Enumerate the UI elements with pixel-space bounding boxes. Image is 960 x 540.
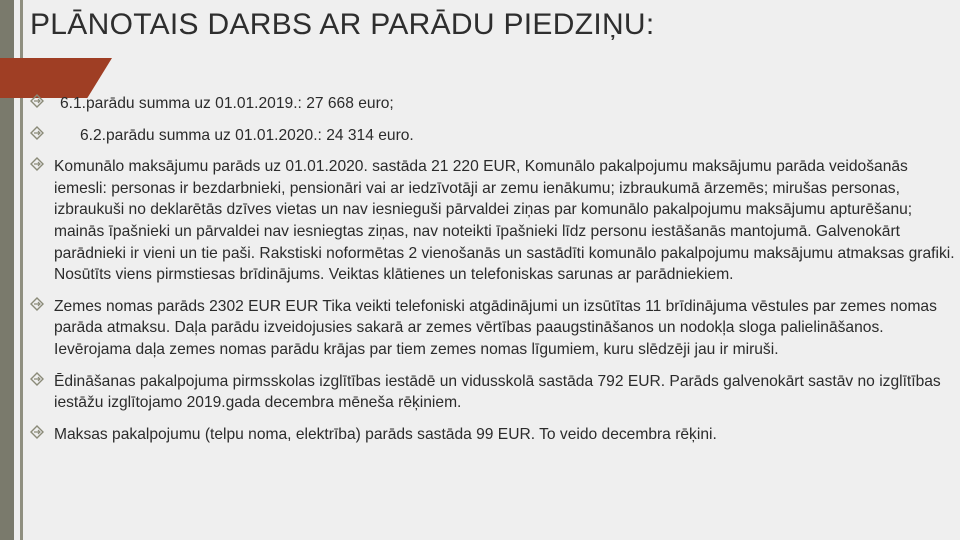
list-item xyxy=(30,125,958,147)
title-accent-shape xyxy=(0,58,112,98)
list-item-text: 6.2.parādu summa uz 01.01.2020.: 24 314 euro. xyxy=(80,126,414,144)
list-item xyxy=(30,93,958,115)
diamond-arrow-icon xyxy=(30,94,44,108)
diamond-arrow-icon xyxy=(30,425,44,439)
diamond-arrow-icon xyxy=(30,157,44,171)
list-item xyxy=(30,371,958,414)
list-item-text: Maksas pakalpojumu (telpu noma, elektrība) parāds sastāda 99 EUR. To veido decembra rēķini. xyxy=(54,425,717,443)
slide-title: PLĀNOTAIS DARBS AR PARĀDU PIEDZIŅU: xyxy=(30,8,655,41)
diamond-arrow-icon xyxy=(30,372,44,386)
list-item xyxy=(30,424,958,446)
list-item-text: 6.1.parādu summa uz 01.01.2019.: 27 668 euro; xyxy=(60,95,394,112)
list-item-text: Komunālo maksājumu parāds uz 01.01.2020. sastāda 21 220 EUR, Komunālo pakalpojumu maksājumu parāda veidošanās iemesli: personas ir bezdarbnieki, pensionāri vai ar iedzīvotāji ar zemu ienākumu; izbraukumā ārzemēs; mirušas personas, izbraukuši no deklarētās dzīves vietas un nav iesnieguši pārvaldei ziņas par komunālo pakalpojumu maksājumu apturēšanu; mainās īpašnieki un pārvaldei nav iesniegtas ziņas, nav noteikti īpašnieki līdz personu iestāšanās mantojumā. Galvenokārt parādnieki ir vieni un tie paši. Rakstiski noformētas 2 vienošanās un sastādīti komunālo pakalpojumu maksājumu atmaksas grafiki. Nosūtīts viens pirmstiesas brīdinājums. Veiktas klātienes un telefoniskas sarunas ar parādniekiem. xyxy=(54,158,955,284)
diamond-arrow-icon xyxy=(30,297,44,311)
list-item-text: Zemes nomas parāds 2302 EUR EUR Tika veikti telefoniski atgādinājumi un izsūtītas 11 brīdinājuma vēstules par zemes nomas parāda atmaksu. Daļa parādu izveidojusies sakarā ar zemes vērtības paaugstināšanos un nodokļa sloga palielināšanos. Ievērojama daļa zemes nomas parādu krājas par tiem zemes nomas līgumiem, kuru slēdzēji jau ir miruši. xyxy=(54,297,937,358)
list-item xyxy=(30,296,958,361)
list-item-text: Ēdināšanas pakalpojuma pirmsskolas izglītības iestādē un vidusskolā sastāda 792 EUR. Parāds galvenokārt sastāv no izglītības iestāžu izglītojamo 2019.gada decembra mēneša rēķiniem. xyxy=(54,372,941,412)
bullet-list xyxy=(30,93,958,445)
list-item xyxy=(30,156,958,286)
diamond-arrow-icon xyxy=(30,126,44,140)
